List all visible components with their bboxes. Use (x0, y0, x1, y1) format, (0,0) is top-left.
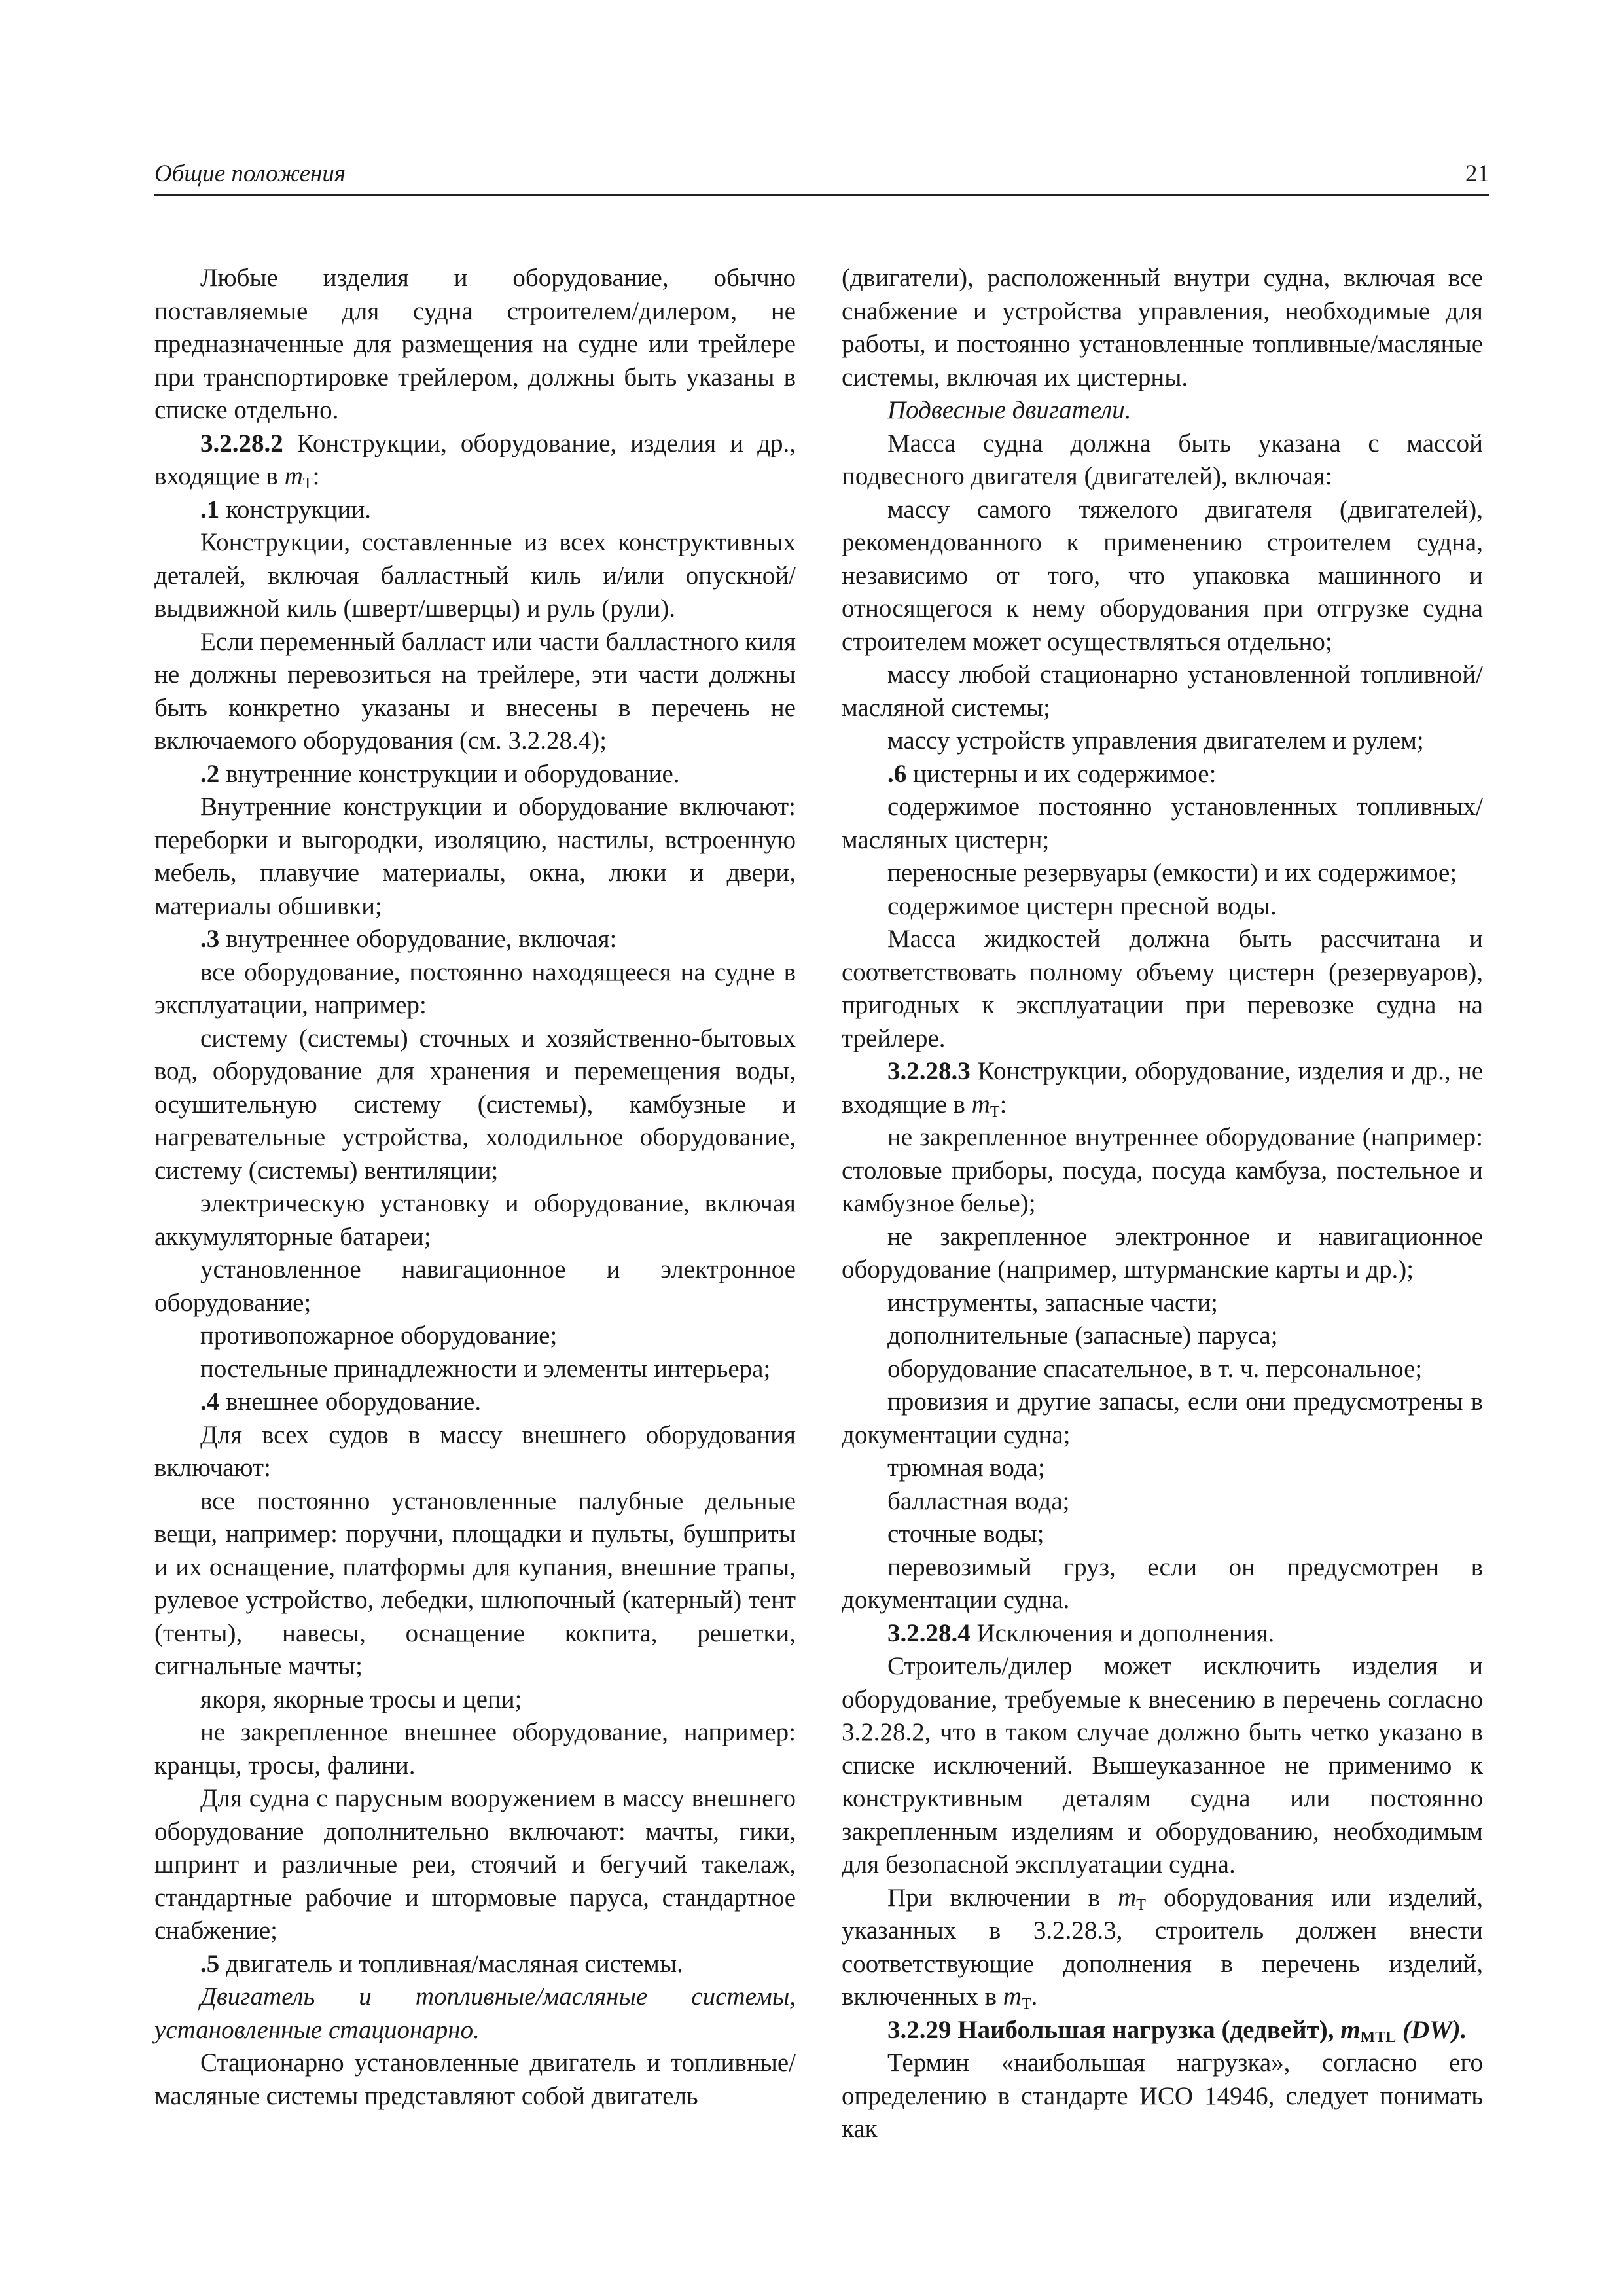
paragraph: балластная вода; (887, 1486, 1070, 1515)
paragraph: не закрепленное внешнее оборудование, например: кранцы, тросы, фалини. (154, 1718, 796, 1780)
list-item-5: .5 двигатель и топливная/масляная системы. (200, 1949, 683, 1978)
italic-subheading: Двигатель и топливные/масляные системы, установленные стационарно. (154, 1982, 796, 2044)
section-3-2-28-4: 3.2.28.4 Исключения и дополнения. (887, 1619, 1275, 1647)
paragraph: постельные принадлежности и элементы интерьера; (200, 1354, 771, 1383)
paragraph: Внутренние конструкции и оборудование включают: переборки и выгородки, изоляцию, настилы, встроенную мебель, плавучие материалы, окна, люки и двери, материалы обшивки; (154, 793, 796, 920)
running-header (154, 157, 1489, 196)
section-number: 3.2.28.3 (887, 1057, 971, 1085)
paragraph: якоря, якорные тросы и цепи; (200, 1685, 522, 1713)
paragraph: содержимое постоянно установленных топливных/масляных цистерн; (842, 793, 1483, 854)
paragraph: содержимое цистерн пресной воды. (887, 891, 1277, 920)
page-number: 21 (1465, 160, 1489, 187)
list-item-6: .6 цистерны и их содержимое: (887, 759, 1217, 788)
paragraph: Любые изделия и оборудование, обычно поставляемые для судна строителем/дилером, не предназначенные для размещения на судне или трейлере при транспортировке трейлером, должны быть указаны в списке отдельно. (154, 264, 796, 424)
paragraph: систему (системы) сточных и хозяйственно-бытовых вод, оборудование для хранения и перемещения воды, осушительную систему (системы), камбузные и нагревательные устройства, холодильное оборудование, систему (системы) вентиляции; (154, 1024, 796, 1185)
paragraph: инструменты, запасные части; (887, 1288, 1218, 1317)
paragraph: противопожарное оборудование; (200, 1321, 558, 1350)
paragraph: массу любой стационарно установленной топливной/масляной системы; (842, 660, 1483, 722)
paragraph: дополнительные (запасные) паруса; (887, 1321, 1278, 1350)
paragraph: не закрепленное электронное и навигационное оборудование (например, штурманские карты и др.); (842, 1222, 1483, 1283)
paragraph: все постоянно установленные палубные дельные вещи, например: поручни, площадки и пульты, бушприты и их оснащение, платформы для купания, внешние трапы, рулевое устройство, лебедки, шлюпочный (катерный) тент (тенты), навесы, оснащение кокпита, решетки, сигнальные мачты; (154, 1486, 796, 1680)
section-3-2-28-2: 3.2.28.2 Конструкции, оборудование, изделия и др., входящие в $m_T$: (154, 429, 796, 492)
section-3-2-29-heading: 3.2.29 Наибольшая нагрузка (дедвейт), $m_{MTL}$ (DW). (887, 2015, 1467, 2046)
paragraph: не закрепленное внутреннее оборудование (например: столовые приборы, посуда, посуда камбуза, постельное и камбузное белье); (842, 1123, 1483, 1217)
paragraph: все оборудование, постоянно находящееся на судне в эксплуатации, например: (154, 958, 796, 1019)
paragraph: Стационарно установленные двигатель и топливные/масляные системы представляют собой двигатель (154, 2049, 796, 2110)
paragraph: Термин «наибольшая нагрузка», согласно его определению в стандарте ИСО 14946, следует понимать как (842, 2049, 1483, 2143)
paragraph: перевозимый груз, если он предусмотрен в документации судна. (842, 1552, 1483, 1614)
list-item-2: .2 внутренние конструкции и оборудование. (200, 759, 680, 788)
paragraph: массу устройств управления двигателем и рулем; (887, 726, 1424, 755)
paragraph: провизия и другие запасы, если они предусмотрены в документации судна; (842, 1388, 1483, 1449)
list-item-1: .1 конструкции. (200, 495, 371, 524)
symbol-m: m (284, 462, 303, 490)
paragraph: При включении в $m_T$ оборудования или изделий, указанных в 3.2.28.3, строитель должен внести соответствующие дополнения в перечень изделий, включенных в $m_T$. (842, 1883, 1483, 2013)
paragraph: Конструкции, составленные из всех конструктивных деталей, включая балластный киль и/или опускной/выдвижной киль (шверт/шверцы) и руль (рули). (154, 528, 796, 622)
right-column (842, 262, 1483, 2146)
section-number: 3.2.28.4 (887, 1619, 971, 1647)
paragraph: Масса судна должна быть указана с массой подвесного двигателя (двигателей), включая: (842, 429, 1483, 490)
section-number: 3.2.28.2 (200, 429, 283, 457)
paragraph: массу самого тяжелого двигателя (двигателей), рекомендованного к применению строителем судна, независимо от того, что упаковка машинного и относящегося к нему оборудования при отгрузке судна строителем может осуществляться отдельно; (842, 495, 1483, 656)
list-item-4: .4 внешнее оборудование. (200, 1388, 482, 1416)
paragraph: Для судна с парусным вооружением в массу внешнего оборудование дополнительно включают: мачты, гики, шпринт и различные реи, стоячий и бегучий такелаж, стандартные рабочие и штормовые паруса, стандартное снабжение; (154, 1784, 796, 1945)
section-title: Общие положения (154, 160, 346, 187)
paragraph: (двигатели), расположенный внутри судна, включая все снабжение и устройства управления, необходимые для работы, и постоянно установленные топливные/масляные системы, включая их цистерны. (842, 264, 1483, 391)
list-item-3: .3 внутреннее оборудование, включая: (200, 925, 617, 953)
section-3-2-28-3: 3.2.28.3 Конструкции, оборудование, изделия и др., не входящие в $m_T$: (842, 1057, 1483, 1121)
paragraph: оборудование спасательное, в т. ч. персональное; (887, 1354, 1423, 1383)
left-column (154, 262, 796, 2113)
paragraph: электрическую установку и оборудование, включая аккумуляторные батареи; (154, 1189, 796, 1251)
paragraph: переносные резервуары (емкости) и их содержимое; (887, 859, 1457, 887)
paragraph: Масса жидкостей должна быть рассчитана и соответствовать полному объему цистерн (резервуаров), пригодных к эксплуатации при перевозке судна на трейлере. (842, 925, 1483, 1052)
paragraph: сточные воды; (887, 1520, 1044, 1548)
paragraph: установленное навигационное и электронное оборудование; (154, 1255, 796, 1317)
paragraph: Если переменный балласт или части балластного киля не должны перевозиться на трейлере, эти части должны быть конкретно указаны и внесены в перечень не включаемого оборудования (см. 3.2.28.4); (154, 627, 796, 755)
paragraph: Для всех судов в массу внешнего оборудования включают: (154, 1420, 796, 1482)
paragraph: Строитель/дилер может исключить изделия и оборудование, требуемые к внесению в перечень согласно 3.2.28.2, что в таком случае должно быть четко указано в списке исключений. Вышеуказанное не применимо к конструктивным деталям судна или постоянно закрепленным изделиям и оборудованию, необходимым для безопасной эксплуатации судна. (842, 1652, 1483, 1878)
italic-subheading: Подвесные двигатели. (887, 396, 1132, 424)
paragraph: трюмная вода; (887, 1454, 1045, 1482)
